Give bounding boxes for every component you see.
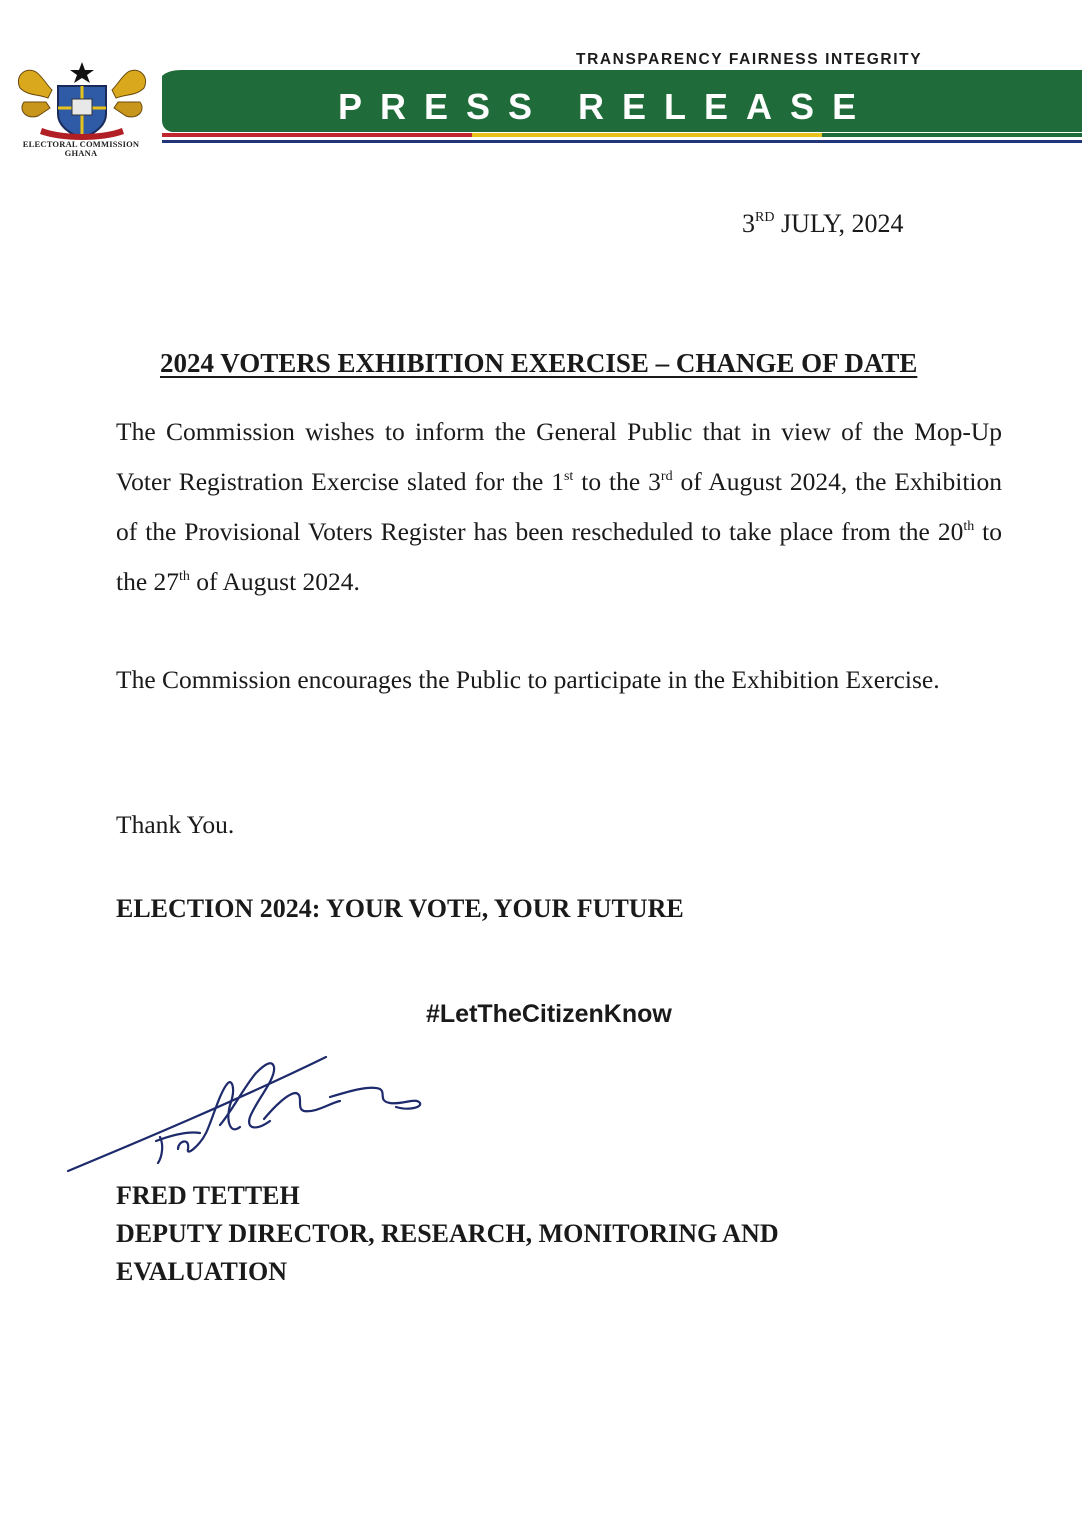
motto: TRANSPARENCY FAIRNESS INTEGRITY [576,51,923,68]
election-slogan: ELECTION 2024: YOUR VOTE, YOUR FUTURE [116,894,684,923]
signatory-name: FRED TETTEH [116,1181,300,1210]
signatory-title: DEPUTY DIRECTOR, RESEARCH, MONITORING AND [116,1219,779,1248]
signatory-title-continued: EVALUATION [116,1257,287,1286]
body-paragraph-2: The Commission encourages the Public to participate in the Exhibition Exercise. [116,665,940,694]
release-date: 3RD JULY, 2024 [742,209,904,238]
hashtag: #LetTheCitizenKnow [426,1000,672,1028]
handwritten-signature [60,1045,440,1185]
organization-name: ELECTORAL COMMISSION GHANA [22,139,140,158]
body-paragraph-1: The Commission wishes to inform the General Public that in view of the Mop-Up Voter Registration Exercise slated for the 1st to the 3rd of August 2024, the Exhibition of the Provisional Voters Register has been rescheduled to take place from the 20th to the 27th of August 2024. [116,417,1003,596]
banner-title: PRESS RELEASE [338,86,875,127]
coat-of-arms-icon [12,58,152,140]
closing-line: Thank You. [116,810,235,839]
headline: 2024 VOTERS EXHIBITION EXERCISE – CHANGE OF DATE [160,348,918,378]
signatory-block [116,1177,779,1291]
